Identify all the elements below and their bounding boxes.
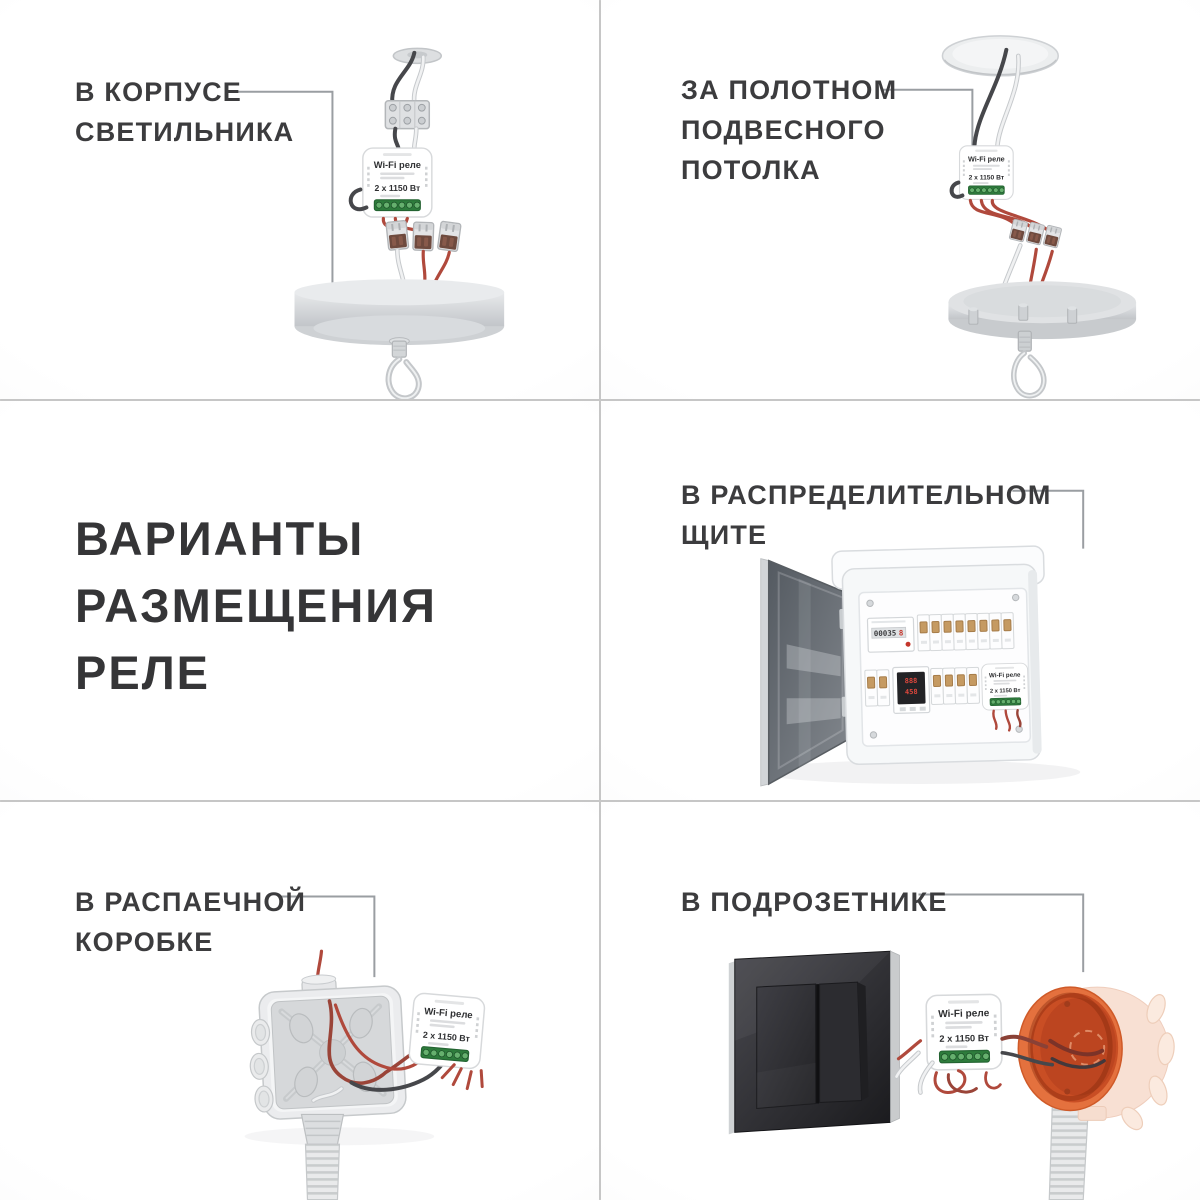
circuit-breaker bbox=[941, 614, 954, 650]
circuit-breaker bbox=[965, 613, 978, 649]
suspension-hook bbox=[1014, 353, 1044, 396]
suspension-hook bbox=[389, 359, 419, 398]
label-line: ЗА ПОЛОТНОМ bbox=[681, 75, 898, 105]
wifi-relay-module bbox=[363, 148, 432, 217]
panel-luminaire bbox=[0, 0, 599, 399]
page-title bbox=[75, 505, 437, 706]
panel-flush-box bbox=[601, 802, 1200, 1200]
lamp-canopy bbox=[948, 281, 1136, 339]
terminal-block bbox=[385, 101, 429, 129]
label-line: В КОРПУСЕ bbox=[75, 77, 242, 107]
meter-red-digit: 8 bbox=[898, 628, 904, 638]
wall-switch bbox=[729, 951, 900, 1134]
circuit-breaker bbox=[877, 670, 890, 706]
label-line: ПОДВЕСНОГО bbox=[681, 115, 886, 145]
distribution-box bbox=[832, 546, 1049, 765]
stretch-ceiling-illustration bbox=[601, 0, 1200, 399]
display-top: 888 bbox=[904, 676, 918, 686]
label-line: СВЕТИЛЬНИКА bbox=[75, 117, 295, 147]
luminaire-illustration bbox=[0, 0, 599, 399]
panel-label-junction-box bbox=[75, 882, 306, 962]
circuit-breaker bbox=[955, 668, 968, 704]
panel-label-luminaire bbox=[75, 72, 294, 152]
label-line: ПОТОЛКА bbox=[681, 155, 821, 185]
wifi-relay-module bbox=[408, 993, 485, 1070]
distribution-board-illustration bbox=[601, 401, 1200, 800]
circuit-breaker bbox=[953, 614, 966, 650]
digital-meter bbox=[893, 667, 930, 714]
canopy-post bbox=[1019, 303, 1028, 320]
circuit-breaker bbox=[917, 615, 930, 651]
canopy-nipple bbox=[1018, 331, 1031, 351]
display-bottom: 458 bbox=[904, 687, 918, 697]
title-line: ВАРИАНТЫ bbox=[75, 512, 365, 565]
canopy-post bbox=[1068, 306, 1077, 323]
switch-rocker-right bbox=[820, 982, 862, 1102]
wire-clamp bbox=[413, 222, 434, 251]
corrugated-conduit bbox=[305, 1144, 339, 1200]
circuit-breaker bbox=[1001, 613, 1014, 649]
panel-stretch-ceiling bbox=[601, 0, 1200, 399]
wifi-relay-module bbox=[981, 663, 1028, 710]
circuit-breaker bbox=[977, 613, 990, 649]
ceiling-mount bbox=[393, 48, 441, 63]
panel-label-stretch-ceiling bbox=[681, 70, 897, 190]
panel-title bbox=[0, 401, 599, 800]
panel-label-flush-box bbox=[681, 882, 948, 922]
electric-meter bbox=[867, 617, 914, 652]
wires bbox=[897, 1041, 921, 1077]
lamp-canopy bbox=[295, 279, 505, 345]
meter-digits: 00035 bbox=[873, 628, 897, 639]
circuit-breaker bbox=[865, 670, 878, 706]
circuit-breaker bbox=[929, 614, 942, 650]
panel-label-distribution-board bbox=[681, 475, 1052, 555]
circuit-breaker bbox=[989, 613, 1002, 649]
wifi-relay-module bbox=[926, 994, 1002, 1070]
wires bbox=[395, 129, 417, 148]
panel-door bbox=[761, 559, 851, 786]
circuit-breaker bbox=[967, 667, 980, 703]
junction-box-illustration bbox=[0, 802, 599, 1200]
label-line: КОРОБКЕ bbox=[75, 927, 214, 957]
circuit-breaker bbox=[943, 668, 956, 704]
cable-gland bbox=[301, 1114, 343, 1144]
title-line: РАЗМЕЩЕНИЯ bbox=[75, 579, 437, 632]
canopy-post bbox=[969, 307, 978, 324]
canopy-nipple bbox=[389, 338, 409, 357]
label-line: В РАСПРЕДЕЛИТЕЛЬНОМ bbox=[681, 480, 1052, 510]
flush-box-illustration bbox=[601, 802, 1200, 1200]
wire-ends bbox=[442, 1065, 482, 1089]
circuit-breaker bbox=[931, 668, 944, 704]
wire-clamp bbox=[386, 220, 409, 250]
panel-junction-box bbox=[0, 802, 599, 1200]
label-line: В ПОДРОЗЕТНИКЕ bbox=[681, 887, 948, 917]
panel-distribution-board bbox=[601, 401, 1200, 800]
flush-mount-box bbox=[1018, 987, 1175, 1200]
label-line: В РАСПАЕЧНОЙ bbox=[75, 887, 307, 917]
label-line: ЩИТЕ bbox=[681, 520, 768, 550]
title-line: РЕЛЕ bbox=[75, 646, 211, 699]
wire-clamp bbox=[437, 221, 461, 251]
wifi-relay-module bbox=[960, 146, 1014, 200]
breaker-row-top bbox=[917, 613, 1014, 651]
